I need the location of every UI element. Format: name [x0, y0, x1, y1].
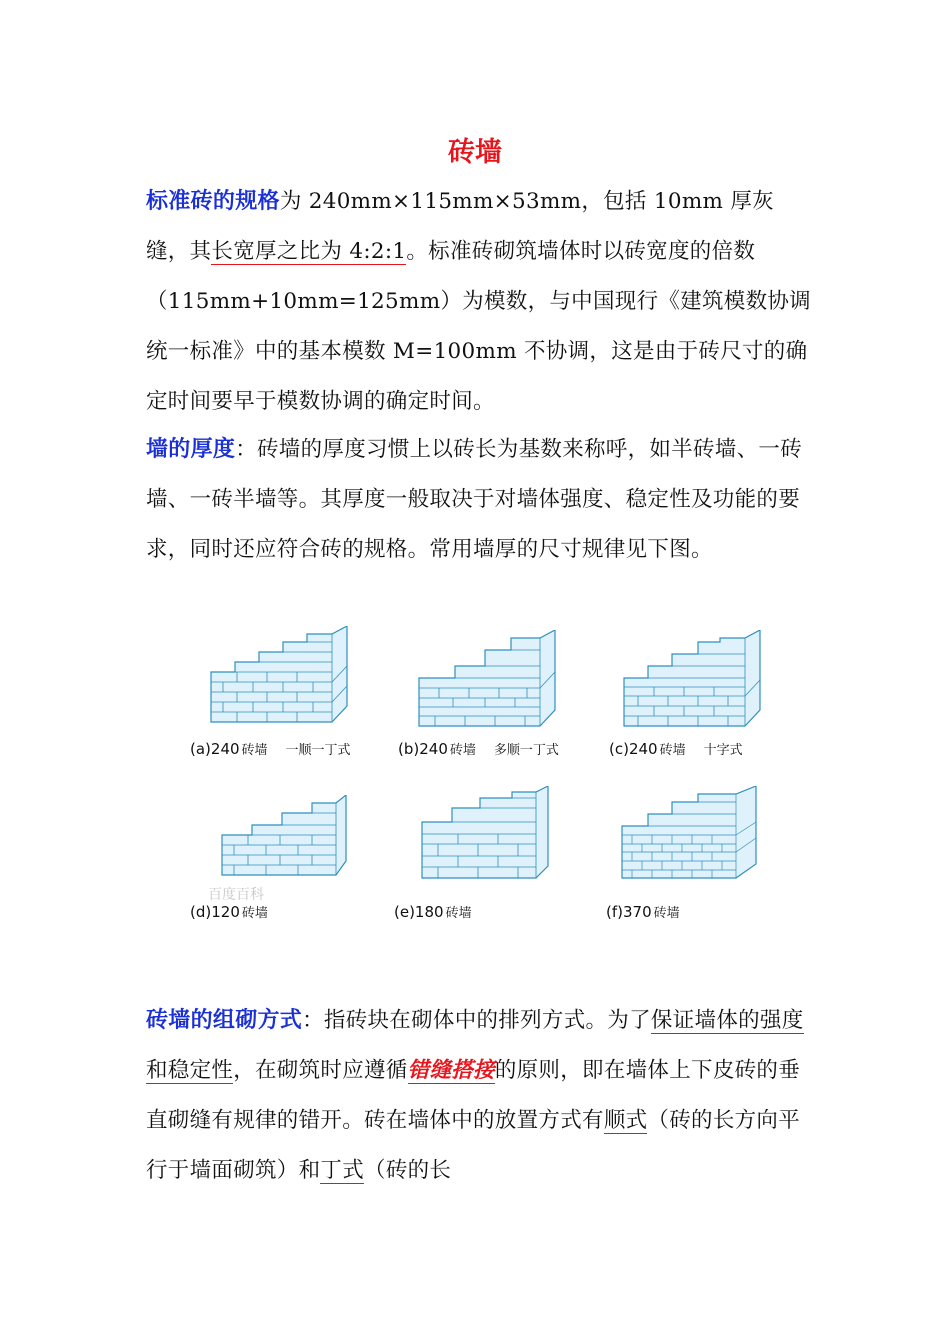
- underlined-strength: 保证墙体的强度和稳定性: [146, 1008, 804, 1083]
- paragraph-wall-thickness: [146, 425, 811, 575]
- caption-d: (d)120 砖墙: [190, 903, 268, 921]
- keyword-standard-brick: 标准砖的规格: [146, 189, 280, 214]
- wall-figure-a: [207, 626, 357, 726]
- wall-figure-b: [415, 630, 565, 728]
- caption-c: (c)240 砖墙 十字式: [609, 740, 743, 758]
- paragraph-bond-pattern: [146, 996, 811, 1196]
- paragraph-brick-spec: [146, 177, 811, 427]
- text: ，在砌筑时应遵循: [233, 1058, 408, 1083]
- caption-f: (f)370 砖墙: [606, 903, 680, 921]
- wall-figure-f: [618, 786, 763, 882]
- text: 的原则，即在墙体上下皮砖的垂直砌缝有规律的错开。砖在墙体中的放置方式有: [146, 1058, 801, 1133]
- text: （砖的长: [364, 1158, 452, 1183]
- text: 为 240mm×115mm×53mm，包括 10mm 厚灰缝，其: [146, 189, 774, 264]
- underlined-header: 丁式: [320, 1158, 365, 1183]
- caption-a: (a)240 砖墙 一顺一丁式: [190, 740, 351, 758]
- text: ：砖墙的厚度习惯上以砖长为基数来称呼，如半砖墙、一砖墙、一砖半墙等。其厚度一般取决于对墙体强度、稳定性及功能的要求，同时还应符合砖的规格。常用墙厚的尺寸规律见下图。: [146, 437, 803, 562]
- wall-figure-e: [418, 786, 558, 882]
- emphasis-staggered-joint: 错缝搭接: [407, 1058, 495, 1083]
- wall-figure-c: [620, 630, 770, 728]
- text: ：指砖块在砌体中的排列方式。为了: [302, 1008, 651, 1033]
- underlined-ratio: 长宽厚之比为 4:2:1: [211, 239, 407, 264]
- page-title: 砖墙: [448, 137, 502, 168]
- keyword-wall-thickness: 墙的厚度: [146, 437, 236, 462]
- caption-e: (e)180 砖墙: [394, 903, 472, 921]
- keyword-bond-pattern: 砖墙的组砌方式: [146, 1008, 303, 1033]
- underlined-stretcher: 顺式: [603, 1108, 648, 1133]
- watermark: 百度百科: [208, 887, 264, 903]
- text: 。标准砖砌筑墙体时以砖宽度的倍数（115mm+10mm=125mm）为模数，与中国现行《建筑模数协调统一标准》中的基本模数 M=100mm 不协调，这是由于砖尺寸的确定时间要早于模数协调的确定时间。: [146, 239, 811, 414]
- caption-b: (b)240 砖墙 多顺一丁式: [398, 740, 559, 758]
- text: （砖的长方向平行于墙面砌筑）和: [146, 1108, 801, 1183]
- wall-figure-d: [218, 795, 353, 880]
